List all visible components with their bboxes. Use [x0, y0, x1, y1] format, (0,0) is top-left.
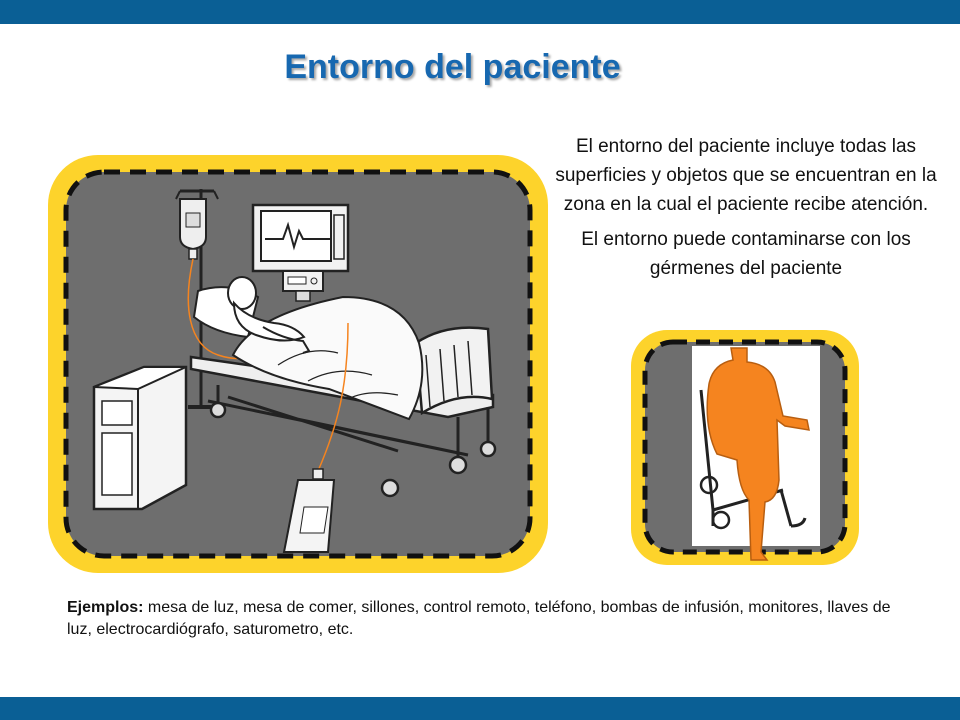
examples-text	[67, 597, 897, 641]
description-paragraph-1: El entorno del paciente incluye todas las superficies y objetos que se encuentran en la zona en la cual el paciente recibe atención.	[555, 136, 937, 215]
top-bar	[0, 0, 960, 24]
examples-list: mesa de luz, mesa de comer, sillones, control remoto, teléfono, bombas de infusión, monitores, llaves de luz, electrocardiógrafo, saturometro, etc.	[67, 599, 891, 638]
hospital-bed-illustration	[48, 155, 548, 573]
description	[554, 132, 938, 289]
bottom-bar	[0, 697, 960, 720]
description-paragraph-2: El entorno puede contaminarse con los gérmenes del paciente	[581, 229, 911, 279]
bedside-table	[94, 367, 186, 509]
examples-label: Ejemplos:	[67, 599, 144, 616]
chair-illustration	[631, 330, 859, 565]
page-title: Entorno del paciente	[284, 48, 621, 86]
